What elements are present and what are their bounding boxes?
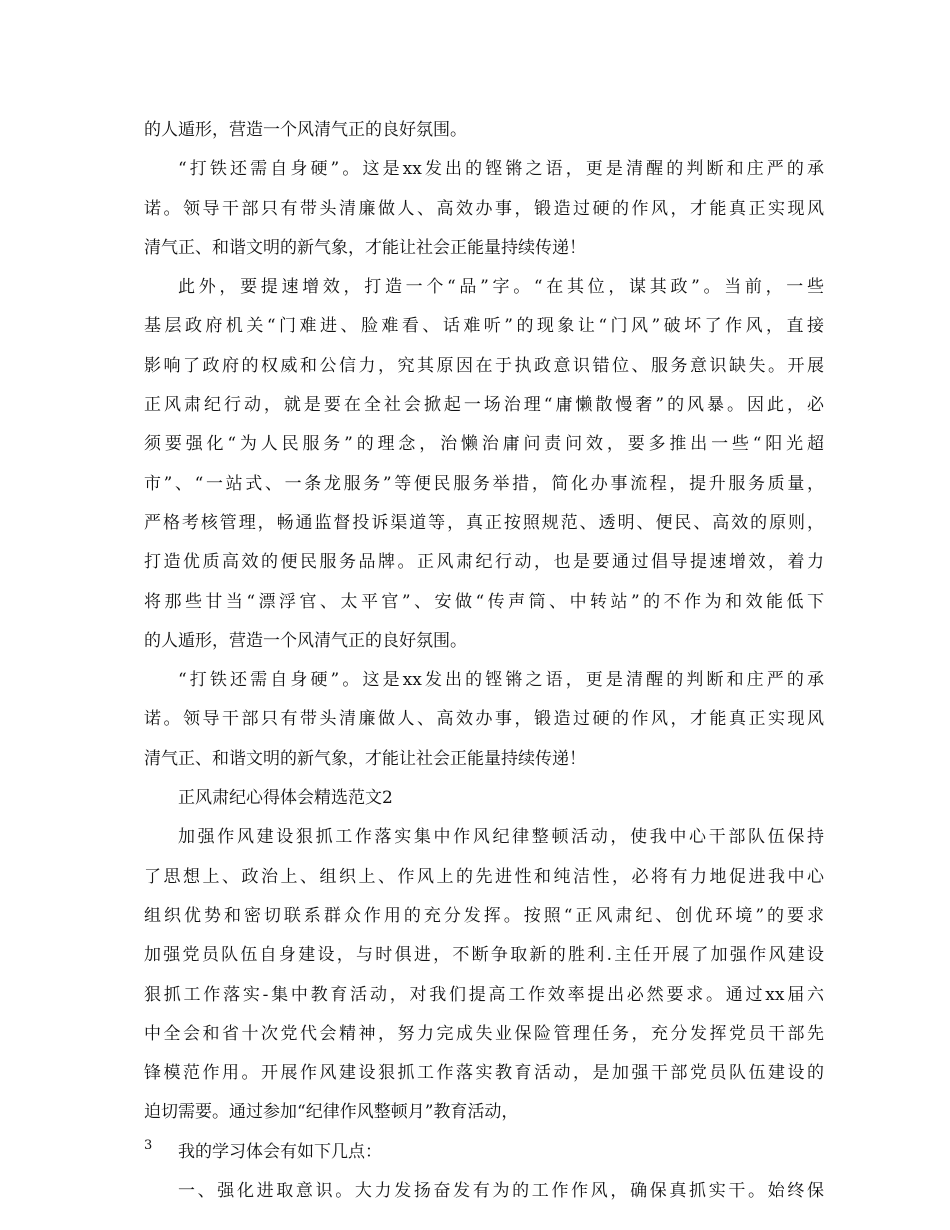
text-line: 的人遁形，营造一个风清气正的良好氛围。 (144, 120, 467, 140)
text-line: 须要强化“为人民服务”的理念，治懒治庸问责问效，要多推出一些“阳光超 (144, 434, 824, 455)
document-body (144, 111, 824, 1211)
text-line: 打造优质高效的便民服务品牌。正风肃纪行动，也是要通过倡导提速增效，着力 (144, 552, 824, 573)
text-line: 诺。领导干部只有带头清廉做人、高效办事，锻造过硬的作风，才能真正实现风 (144, 198, 824, 219)
text-line: 组织优势和密切联系群众作用的充分发挥。按照“正风肃纪、创优环境”的要求 (144, 905, 824, 926)
text-line: 加强作风建设狠抓工作落实集中作风纪律整顿活动，使我中心干部队伍保持 (178, 827, 824, 848)
text-line: 中全会和省十次党代会精神，努力完成失业保险管理任务，充分发挥党员干部先 (144, 1023, 824, 1044)
text-line: 我的学习体会有如下几点： (178, 1141, 382, 1162)
text-line: 将那些甘当“漂浮官、太平官”、安做“传声筒、中转站”的不作为和效能低下 (144, 591, 824, 612)
text-line: 严格考核管理，畅通监督投诉渠道等，真正按照规范、透明、便民、高效的原则， (144, 512, 824, 533)
text-line: 诺。领导干部只有带头清廉做人、高效办事，锻造过硬的作风，才能真正实现风 (144, 709, 824, 730)
text-line: 锋模范作用。开展作风建设狠抓工作落实教育活动，是加强干部党员队伍建设的 (144, 1063, 824, 1084)
text-line: “打铁还需自身硬”。这是xx发出的铿锵之语，更是清醒的判断和庄严的承 (178, 670, 824, 691)
text-line: 市”、“一站式、一条龙服务”等便民服务举措，简化办事流程，提升服务质量， (144, 473, 824, 494)
text-line: 正风肃纪行动，就是要在全社会掀起一场治理“庸懒散慢奢”的风暴。因此，必 (144, 395, 824, 416)
text-line: “打铁还需自身硬”。这是xx发出的铿锵之语，更是清醒的判断和庄严的承 (178, 159, 824, 180)
text-line: 清气正、和谐文明的新气象，才能让社会正能量持续传递！ (144, 237, 586, 258)
text-line: 清气正、和谐文明的新气象，才能让社会正能量持续传递！ (144, 748, 586, 769)
text-line: 影响了政府的权威和公信力，究其原因在于执政意识错位、服务意识缺失。开展 (144, 355, 824, 376)
text-line: 基层政府机关“门难进、脸难看、话难听”的现象让“门风”破坏了作风，直接 (144, 316, 824, 337)
section-heading: 正风肃纪心得体会精选范文2 (178, 788, 393, 809)
text-line: 的人遁形，营造一个风清气正的良好氛围。 (144, 630, 467, 651)
text-line: 一、强化进取意识。大力发扬奋发有为的工作作风，确保真抓实干。始终保 (178, 1181, 824, 1202)
text-line: 加强党员队伍自身建设，与时俱进，不断争取新的胜利.主任开展了加强作风建设 (144, 945, 824, 966)
text-line: 狠抓工作落实-集中教育活动，对我们提高工作效率提出必然要求。通过xx届六 (144, 984, 824, 1005)
text-line: 了思想上、政治上、组织上、作风上的先进性和纯洁性，必将有力地促进我中心 (144, 866, 824, 887)
text-line: 迫切需要。通过参加“纪律作风整顿月”教育活动， (144, 1102, 519, 1123)
page-number: 3 (144, 1138, 153, 1153)
text-line: 此外，要提速增效，打造一个“品”字。“在其位，谋其政”。当前，一些 (178, 277, 824, 298)
